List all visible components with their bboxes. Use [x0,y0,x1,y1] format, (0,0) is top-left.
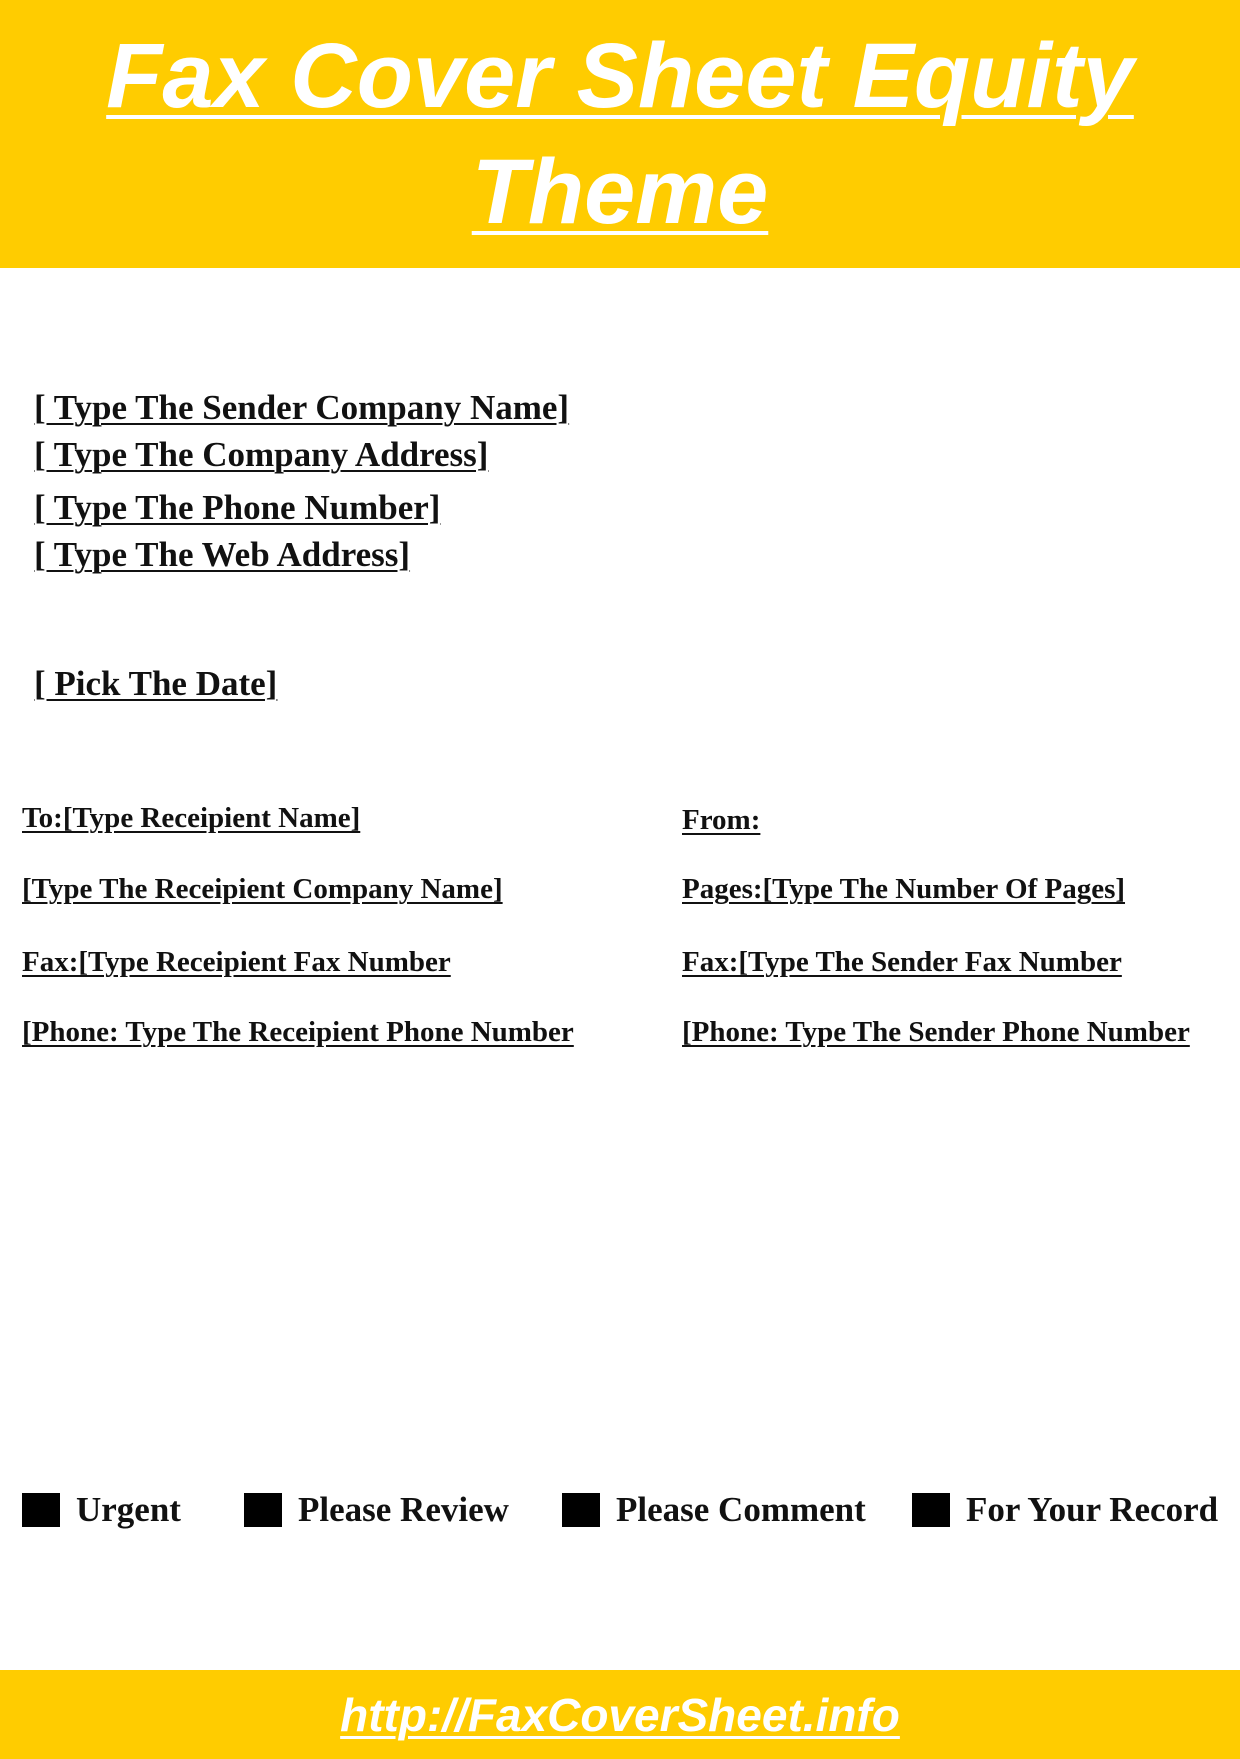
footer-url-link[interactable]: http://FaxCoverSheet.info [340,1688,900,1741]
recipient-name-field[interactable]: To:[Type Receipient Name] [22,802,361,834]
sender-phone-field[interactable]: [Phone: Type The Sender Phone Number [682,1016,1190,1048]
sender-company-name-field[interactable]: [ Type The Sender Company Name] [34,388,570,427]
checkbox-square-icon [912,1493,950,1527]
header-band [0,0,1240,268]
please-review-checkbox[interactable] [244,1490,509,1530]
page-title: Fax Cover Sheet Equity Theme [106,25,1134,243]
date-picker-field[interactable]: [ Pick The Date] [34,664,278,703]
footer-band [0,1670,1240,1759]
pages-field[interactable]: Pages:[Type The Number Of Pages] [682,873,1126,905]
checkbox-label: For Your Record [966,1490,1219,1529]
sender-phone-number-field[interactable]: [ Type The Phone Number] [34,488,441,527]
urgent-checkbox[interactable] [22,1490,181,1530]
checkbox-row [0,1490,1240,1534]
sender-fax-field[interactable]: Fax:[Type The Sender Fax Number [682,946,1122,978]
for-your-record-checkbox[interactable] [912,1490,1218,1530]
checkbox-square-icon [244,1493,282,1527]
from-label: From: [682,804,761,836]
sender-web-address-field[interactable]: [ Type The Web Address] [34,535,411,574]
recipient-fax-field[interactable]: Fax:[Type Receipient Fax Number [22,946,451,978]
please-comment-checkbox[interactable] [562,1490,866,1530]
checkbox-label: Please Review [298,1490,509,1529]
checkbox-label: Please Comment [616,1490,866,1529]
checkbox-square-icon [562,1493,600,1527]
checkbox-label: Urgent [76,1490,181,1529]
recipient-company-field[interactable]: [Type The Receipient Company Name] [22,873,503,905]
recipient-phone-field[interactable]: [Phone: Type The Receipient Phone Number [22,1016,574,1048]
sender-company-address-field[interactable]: [ Type The Company Address] [34,435,489,474]
checkbox-square-icon [22,1493,60,1527]
